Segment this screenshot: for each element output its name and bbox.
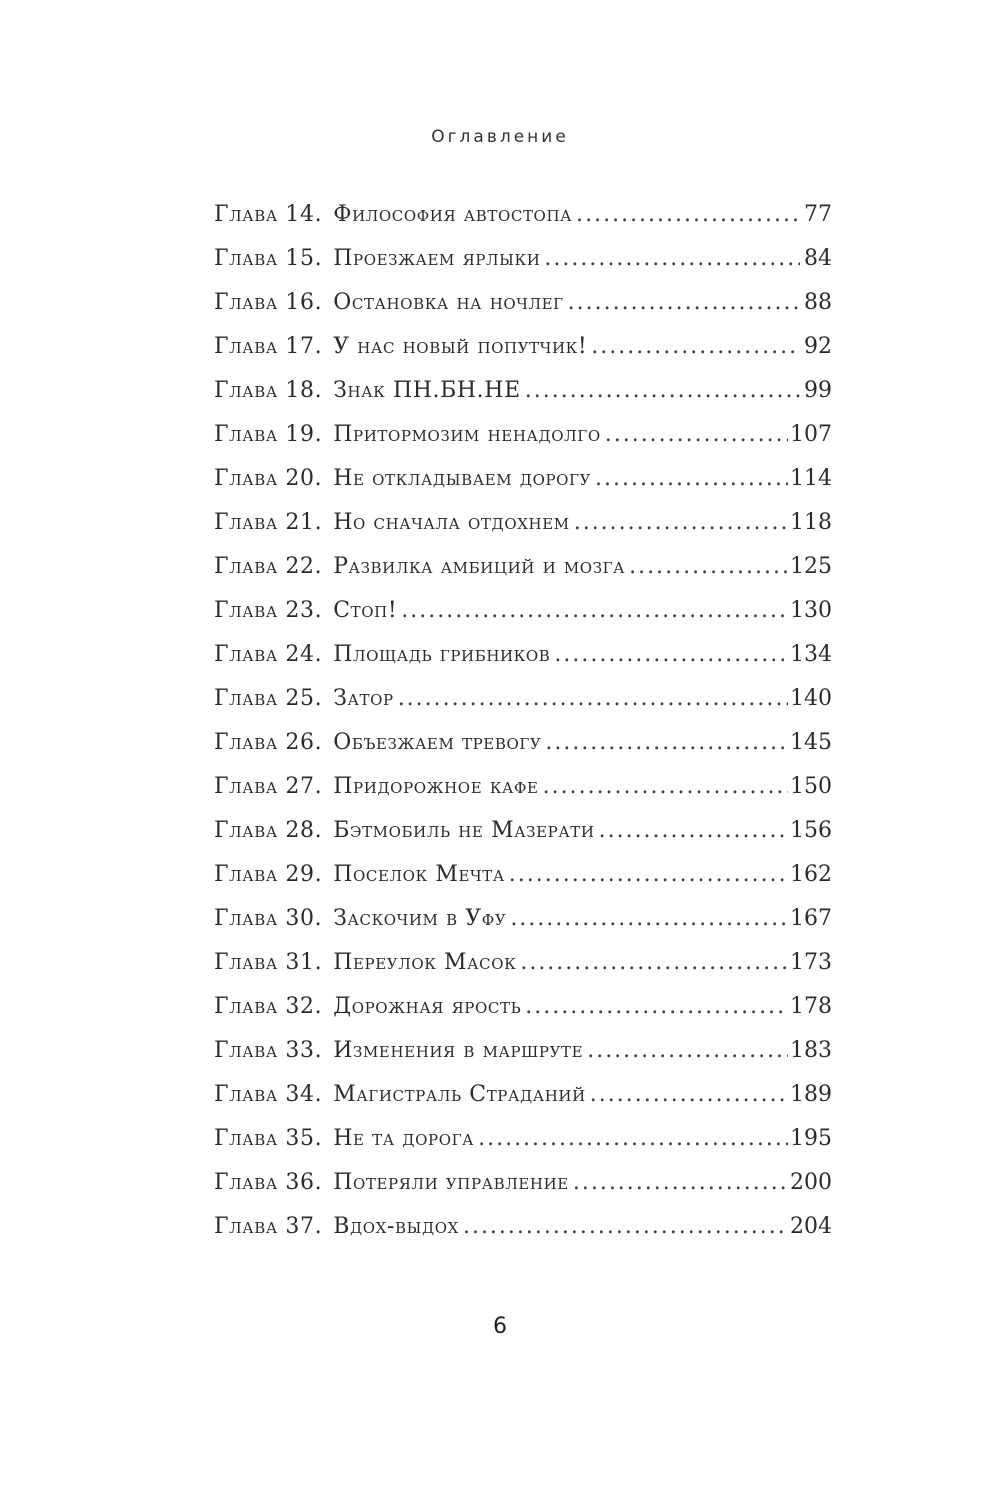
toc-title: Проезжаем ярлыки bbox=[333, 246, 541, 271]
toc-dot-leader bbox=[591, 334, 800, 359]
toc-title: Развилка амбиций и мозга bbox=[333, 554, 626, 579]
toc-entry bbox=[214, 334, 832, 378]
toc-entry bbox=[214, 994, 832, 1038]
toc-dot-leader bbox=[629, 554, 788, 579]
toc-dot-leader bbox=[595, 466, 788, 491]
toc-chapter-label: Глава 21. bbox=[214, 510, 323, 535]
toc-title: Площадь грибников bbox=[333, 642, 551, 667]
toc-entry bbox=[214, 510, 832, 554]
toc-dot-leader bbox=[520, 950, 788, 975]
toc-entry bbox=[214, 730, 832, 774]
toc-dot-leader bbox=[543, 774, 788, 799]
toc-entry bbox=[214, 422, 832, 466]
toc-chapter-label: Глава 30. bbox=[214, 906, 323, 931]
toc-chapter-label: Глава 32. bbox=[214, 994, 323, 1019]
toc-dot-leader bbox=[576, 202, 800, 227]
toc-chapter-label: Глава 23. bbox=[214, 598, 323, 623]
toc-title: У нас новый попутчик! bbox=[333, 334, 588, 359]
toc-dot-leader bbox=[554, 642, 788, 667]
toc-page-number: 178 bbox=[790, 994, 832, 1019]
toc-chapter-label: Глава 24. bbox=[214, 642, 323, 667]
toc-chapter-label: Глава 28. bbox=[214, 818, 323, 843]
toc-dot-leader bbox=[401, 598, 788, 623]
toc-entry bbox=[214, 1082, 832, 1126]
toc-entry bbox=[214, 1214, 832, 1258]
toc-dot-leader bbox=[544, 246, 800, 271]
toc-entry bbox=[214, 246, 832, 290]
toc-chapter-label: Глава 33. bbox=[214, 1038, 323, 1063]
toc-title: Дорожная ярость bbox=[333, 994, 522, 1019]
toc-dot-leader bbox=[587, 1038, 788, 1063]
toc-page-number: 150 bbox=[790, 774, 832, 799]
toc-page-number: 118 bbox=[790, 510, 832, 535]
toc-page-number: 77 bbox=[804, 202, 832, 227]
toc-page-number: 125 bbox=[790, 554, 832, 579]
toc-page-number: 88 bbox=[804, 290, 832, 315]
toc-title: Объезжаем тревогу bbox=[333, 730, 542, 755]
toc-title: Изменения в маршруте bbox=[333, 1038, 584, 1063]
toc-page-number: 84 bbox=[804, 246, 832, 271]
toc-entry bbox=[214, 466, 832, 510]
toc-page-number: 107 bbox=[790, 422, 832, 447]
toc-chapter-label: Глава 35. bbox=[214, 1126, 323, 1151]
toc-title: Придорожное кафе bbox=[333, 774, 539, 799]
toc-entry bbox=[214, 862, 832, 906]
toc-chapter-label: Глава 17. bbox=[214, 334, 323, 359]
toc-title: Но сначала отдохнем bbox=[333, 510, 570, 535]
toc-chapter-label: Глава 34. bbox=[214, 1082, 323, 1107]
toc-page-number: 200 bbox=[790, 1170, 832, 1195]
toc-entry bbox=[214, 378, 832, 422]
toc-title: Стоп! bbox=[333, 598, 398, 623]
toc-chapter-label: Глава 20. bbox=[214, 466, 323, 491]
toc-page-number: 92 bbox=[804, 334, 832, 359]
toc-chapter-label: Глава 26. bbox=[214, 730, 323, 755]
toc-title: Притормозим ненадолго bbox=[333, 422, 601, 447]
table-of-contents bbox=[214, 202, 832, 1258]
toc-page-number: 140 bbox=[790, 686, 832, 711]
toc-chapter-label: Глава 22. bbox=[214, 554, 323, 579]
toc-entry bbox=[214, 906, 832, 950]
toc-title: Переулок Масок bbox=[333, 950, 517, 975]
toc-chapter-label: Глава 29. bbox=[214, 862, 323, 887]
toc-page-number: 134 bbox=[790, 642, 832, 667]
toc-dot-leader bbox=[545, 730, 788, 755]
toc-dot-leader bbox=[525, 378, 800, 403]
toc-dot-leader bbox=[573, 1170, 788, 1195]
toc-dot-leader bbox=[590, 1082, 788, 1107]
toc-chapter-label: Глава 25. bbox=[214, 686, 323, 711]
toc-dot-leader bbox=[599, 818, 788, 843]
toc-dot-leader bbox=[478, 1126, 788, 1151]
toc-entry bbox=[214, 950, 832, 994]
toc-title: Знак ПН.БН.НЕ bbox=[333, 378, 521, 403]
toc-chapter-label: Глава 37. bbox=[214, 1214, 323, 1239]
toc-page-number: 114 bbox=[790, 466, 832, 491]
toc-dot-leader bbox=[509, 862, 788, 887]
toc-entry bbox=[214, 686, 832, 730]
toc-entry bbox=[214, 202, 832, 246]
running-head: Оглавление bbox=[431, 127, 569, 147]
toc-chapter-label: Глава 27. bbox=[214, 774, 323, 799]
toc-chapter-label: Глава 14. bbox=[214, 202, 323, 227]
toc-entry bbox=[214, 774, 832, 818]
toc-title: Философия автостопа bbox=[333, 202, 573, 227]
toc-page-number: 162 bbox=[790, 862, 832, 887]
toc-dot-leader bbox=[568, 290, 800, 315]
toc-page-number: 183 bbox=[790, 1038, 832, 1063]
toc-title: Бэтмобиль не Мазерати bbox=[333, 818, 595, 843]
toc-page-number: 204 bbox=[790, 1214, 832, 1239]
toc-chapter-label: Глава 31. bbox=[214, 950, 323, 975]
toc-chapter-label: Глава 18. bbox=[214, 378, 323, 403]
toc-entry bbox=[214, 554, 832, 598]
toc-title: Магистраль Страданий bbox=[333, 1082, 586, 1107]
toc-title: Поселок Мечта bbox=[333, 862, 505, 887]
toc-page-number: 167 bbox=[790, 906, 832, 931]
toc-entry bbox=[214, 290, 832, 334]
toc-title: Не откладываем дорогу bbox=[333, 466, 592, 491]
toc-chapter-label: Глава 36. bbox=[214, 1170, 323, 1195]
toc-dot-leader bbox=[525, 994, 788, 1019]
toc-page-number: 173 bbox=[790, 950, 832, 975]
toc-title: Остановка на ночлег bbox=[333, 290, 564, 315]
toc-entry bbox=[214, 818, 832, 862]
toc-entry bbox=[214, 642, 832, 686]
toc-page-number: 145 bbox=[790, 730, 832, 755]
page-number: 6 bbox=[493, 1314, 507, 1339]
toc-title: Потеряли управление bbox=[333, 1170, 569, 1195]
toc-dot-leader bbox=[574, 510, 788, 535]
toc-entry bbox=[214, 1126, 832, 1170]
toc-page-number: 156 bbox=[790, 818, 832, 843]
toc-page-number: 189 bbox=[790, 1082, 832, 1107]
toc-chapter-label: Глава 19. bbox=[214, 422, 323, 447]
toc-title: Заскочим в Уфу bbox=[333, 906, 507, 931]
toc-title: Не та дорога bbox=[333, 1126, 475, 1151]
toc-title: Затор bbox=[333, 686, 394, 711]
toc-page-number: 195 bbox=[790, 1126, 832, 1151]
toc-entry bbox=[214, 1170, 832, 1214]
toc-page-number: 99 bbox=[804, 378, 832, 403]
toc-title: Вдох-выдох bbox=[333, 1214, 459, 1239]
toc-dot-leader bbox=[398, 686, 788, 711]
toc-entry bbox=[214, 598, 832, 642]
toc-chapter-label: Глава 15. bbox=[214, 246, 323, 271]
toc-entry bbox=[214, 1038, 832, 1082]
toc-page-number: 130 bbox=[790, 598, 832, 623]
toc-dot-leader bbox=[605, 422, 788, 447]
toc-dot-leader bbox=[510, 906, 788, 931]
toc-dot-leader bbox=[463, 1214, 788, 1239]
toc-chapter-label: Глава 16. bbox=[214, 290, 323, 315]
